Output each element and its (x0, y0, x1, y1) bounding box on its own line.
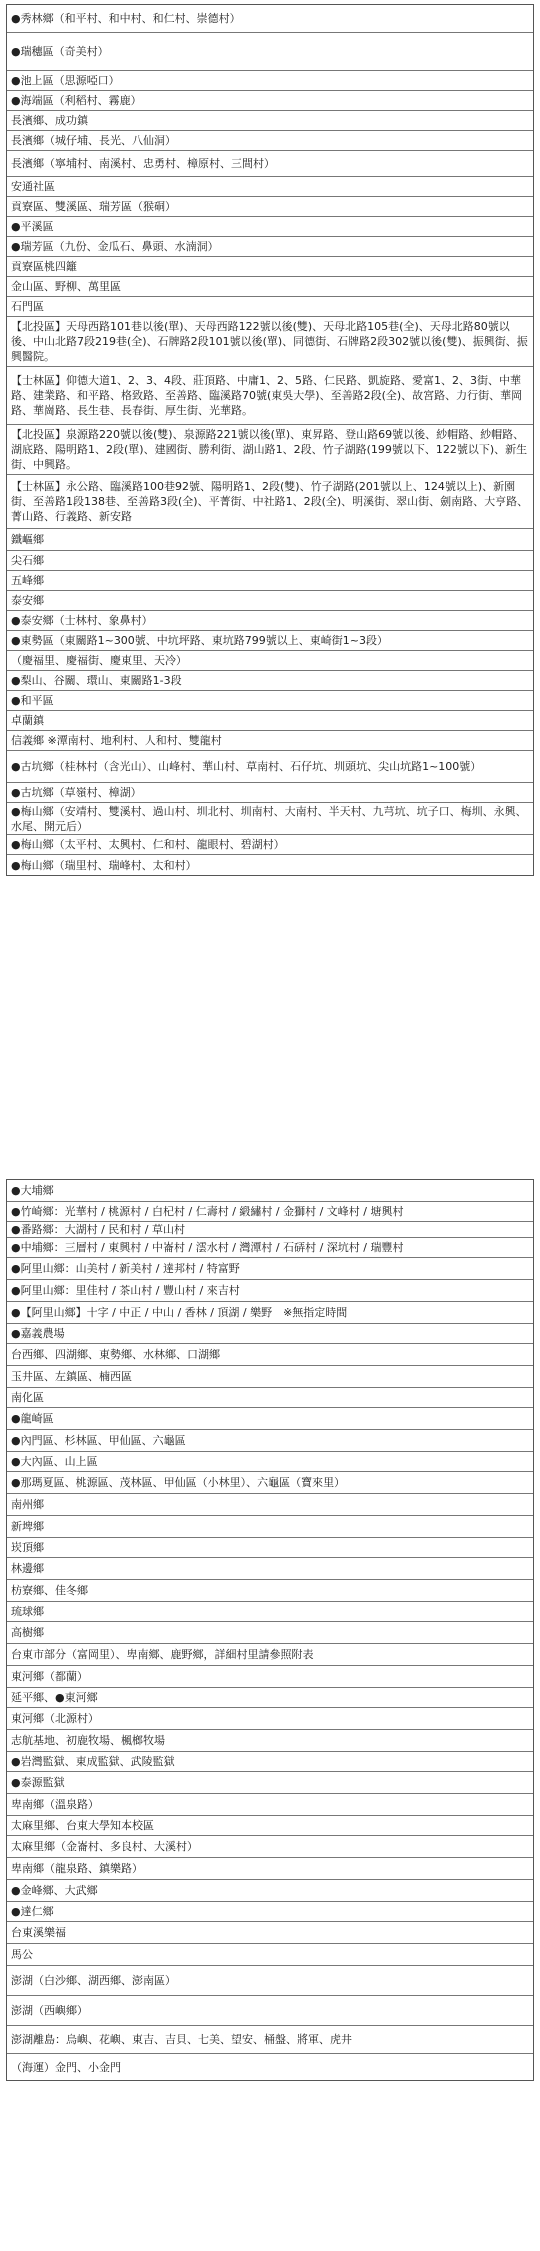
row-text: ●【阿里山鄉】十字 / 中正 / 中山 / 香林 / 頂湖 / 樂野 ※無指定時間 (11, 1306, 348, 1319)
table-row (7, 1494, 533, 1516)
row-text: 長濱鄉（寧埔村、南溪村、忠勇村、樟原村、三間村） (11, 157, 275, 170)
table-row (7, 257, 533, 277)
row-text: ●大內區、山上區 (11, 1455, 98, 1468)
row-text: 【北投區】泉源路220號以後(雙)、泉源路221號以後(單)、東昇路、登山路69號以後、紗帽路、紗帽路、湖底路、陽明路1、2段(單)、建國街、勝利街、湖山路1、2段、竹子湖路(199號以下、122號以下)、新生街、中興路。 (11, 428, 528, 471)
table-row (7, 1366, 533, 1388)
row-text: 太麻里鄉（金崙村、多良村、大溪村） (11, 1840, 198, 1853)
table-row (7, 731, 533, 751)
table-row (7, 91, 533, 111)
row-text: ●達仁鄉 (11, 1905, 54, 1918)
table-row (7, 71, 533, 91)
row-text: （慶福里、慶福街、慶東里、天冷） (11, 654, 187, 667)
row-text: 志航基地、初鹿牧場、楓榔牧場 (11, 1734, 165, 1747)
row-text: 東河鄉（北源村） (11, 1712, 99, 1725)
row-text: ●和平區 (11, 694, 54, 707)
table-row (7, 855, 533, 875)
table-row (7, 1666, 533, 1688)
table-row (7, 1202, 533, 1222)
table-row (7, 1580, 533, 1602)
table-row (7, 529, 533, 551)
row-text: 澎湖（西嶼鄉） (11, 2004, 88, 2017)
table-row (7, 551, 533, 571)
row-text: 玉井區、左鎮區、楠西區 (11, 1370, 132, 1383)
row-text: 台東溪樂福 (11, 1926, 66, 1939)
row-text: 五峰鄉 (11, 574, 44, 587)
row-text: 【士林區】永公路、臨溪路100巷92號、陽明路1、2段(雙)、竹子湖路(201號以上、124號以上)、新園街、至善路1段138巷、至善路3段(全)、平菁街、中社路1、2段(全)、明溪街、翠山街、劍南路、大亨路、菁山路、行義路、新安路 (11, 480, 529, 523)
row-text: 延平鄉、●東河鄉 (11, 1691, 98, 1704)
row-text: 卑南鄉（龍泉路、鎮樂路） (11, 1862, 143, 1875)
table-row (7, 1816, 533, 1836)
row-text: ●阿里山鄉：山美村 / 新美村 / 達邦村 / 特富野 (11, 1262, 240, 1275)
table-row (7, 1602, 533, 1622)
table-row (7, 631, 533, 651)
row-text: 卑南鄉（溫泉路） (11, 1798, 99, 1811)
row-text: ●海端區（利稻村、霧鹿） (11, 94, 142, 107)
row-text: 安通社區 (11, 180, 55, 193)
row-text: ●那瑪夏區、桃源區、茂林區、甲仙區（小林里）、六龜區（寶來里） (11, 1476, 346, 1489)
table-row (7, 671, 533, 691)
row-text: ●瑞穗區（奇美村） (11, 45, 109, 58)
row-text: 【士林區】仰德大道1、2、3、4段、莊頂路、中庸1、2、5路、仁民路、凱旋路、愛富1、2、3街、中華路、建業路、和平路、格致路、至善路、臨溪路70號(東吳大學)、至善路2段(全)、故宮路、力行街、華岡路、華崗路、長生巷、長春街、厚生街、光華路。 (11, 374, 523, 417)
row-text: ●梅山鄉（安靖村、雙溪村、過山村、圳北村、圳南村、大南村、半天村、九芎坑、坑子口、梅圳、永興、水尾、開元后） (11, 804, 527, 833)
table-row (7, 1622, 533, 1644)
table-row (7, 691, 533, 711)
table-row (7, 711, 533, 731)
table-row (7, 835, 533, 855)
row-text: 【北投區】天母西路101巷以後(單)、天母西路122號以後(雙)、天母北路105巷(全)、天母北路80號以後、中山北路7段219巷(全)、石牌路2段101號以後(單)、同德街、石牌路2段302號以後(雙)、振興街、振興醫院。 (11, 320, 528, 363)
table-row (7, 277, 533, 297)
table-row (7, 1944, 533, 1966)
row-text: ●平溪區 (11, 220, 54, 233)
table-row (7, 1258, 533, 1280)
row-text: ●古坑鄉（桂林村（含光山）、山峰村、華山村、草南村、石仔坑、圳頭坑、尖山坑路1~100號） (11, 760, 482, 773)
row-text: 台西鄉、四湖鄉、東勢鄉、水林鄉、口湖鄉 (11, 1348, 220, 1361)
table-row (7, 1794, 533, 1816)
table-row (7, 2054, 533, 2080)
row-text: 台東市部分（富岡里）、卑南鄉、鹿野鄉，詳細村里請參照附表 (11, 1648, 314, 1661)
row-text: ●泰源監獄 (11, 1776, 65, 1789)
table-row (7, 367, 533, 425)
table-row (7, 1538, 533, 1558)
table-row (7, 1836, 533, 1858)
row-text: ●中埔鄉：三層村 / 東興村 / 中崙村 / 澐水村 / 灣潭村 / 石硦村 / 深坑村 / 瑞豐村 (11, 1241, 404, 1254)
table-row (7, 1180, 533, 1202)
row-text: 枋寮鄉、佳冬鄉 (11, 1584, 88, 1597)
row-text: 尖石鄉 (11, 554, 44, 567)
row-text: 高樹鄉 (11, 1626, 44, 1639)
row-text: ●岩灣監獄、東成監獄、武陵監獄 (11, 1755, 175, 1768)
table-row (7, 651, 533, 671)
table-row (7, 217, 533, 237)
row-text: 長濱鄉、成功鎮 (11, 114, 88, 127)
table-row (7, 1902, 533, 1922)
table-row (7, 1238, 533, 1258)
row-text: 馬公 (11, 1948, 33, 1961)
row-text: ●東勢區（東關路1~300號、中坑坪路、東坑路799號以上、東崎街1~3段） (11, 634, 389, 647)
row-text: 林邊鄉 (11, 1562, 44, 1575)
row-text: ●內門區、杉林區、甲仙區、六龜區 (11, 1434, 186, 1447)
table-row (7, 1644, 533, 1666)
row-text: ●大埔鄉 (11, 1184, 54, 1197)
table-row (7, 1996, 533, 2026)
table-row (7, 197, 533, 217)
row-text: 貢寮區、雙溪區、瑞芳區（猴硐） (11, 200, 176, 213)
table-row (7, 1922, 533, 1944)
row-text: ●嘉義農場 (11, 1327, 65, 1340)
table-row (7, 237, 533, 257)
row-text: ●金峰鄉、大武鄉 (11, 1884, 98, 1897)
table-row (7, 5, 533, 33)
table-row (7, 1558, 533, 1580)
table-row (7, 1280, 533, 1302)
table-row (7, 1880, 533, 1902)
row-text: 新埤鄉 (11, 1520, 44, 1533)
table-row (7, 1752, 533, 1772)
table-row (7, 2026, 533, 2054)
table-row (7, 1388, 533, 1408)
table-row (7, 131, 533, 151)
table-row (7, 317, 533, 367)
table-row (7, 177, 533, 197)
table-row (7, 1472, 533, 1494)
table-row (7, 803, 533, 835)
row-text: ●池上區（思源啞口） (11, 74, 120, 87)
row-text: 南化區 (11, 1391, 44, 1404)
table-row (7, 1430, 533, 1452)
row-text: 信義鄉 ※潭南村、地利村、人和村、雙龍村 (11, 734, 222, 747)
row-text: ●泰安鄉（士林村、象鼻村） (11, 614, 153, 627)
row-text: 琉球鄉 (11, 1605, 44, 1618)
table-row (7, 591, 533, 611)
table-row (7, 1708, 533, 1730)
region-table-lower (6, 1179, 534, 2081)
table-row (7, 297, 533, 317)
table-row (7, 1688, 533, 1708)
table-row (7, 1302, 533, 1324)
row-text: 鐵嶇鄉 (11, 533, 44, 546)
row-text: 南州鄉 (11, 1498, 44, 1511)
row-text: 東河鄉（都蘭） (11, 1670, 88, 1683)
table-row (7, 1858, 533, 1880)
row-text: ●秀林鄉（和平村、和中村、和仁村、崇德村） (11, 12, 241, 25)
row-text: 澎湖（白沙鄉、湖西鄉、澎南區） (11, 1974, 176, 1987)
row-text: ●竹崎鄉：光華村 / 桃源村 / 白杞村 / 仁壽村 / 緞繡村 / 金獅村 / 文峰村 / 塘興村 (11, 1205, 404, 1218)
row-text: ●古坑鄉（草嶺村、樟湖） (11, 786, 142, 799)
row-text: ●瑞芳區（九份、金瓜石、鼻頭、水湳洞） (11, 240, 219, 253)
table-row (7, 1452, 533, 1472)
row-text: ●番路鄉：大湖村 / 民和村 / 草山村 (11, 1223, 185, 1236)
table-row (7, 1772, 533, 1794)
table-row (7, 475, 533, 529)
table-row (7, 425, 533, 475)
row-text: ●阿里山鄉：里佳村 / 茶山村 / 豐山村 / 來吉村 (11, 1284, 240, 1297)
table-row (7, 1408, 533, 1430)
row-text: 太麻里鄉、台東大學知本校區 (11, 1819, 154, 1832)
table-row (7, 111, 533, 131)
row-text: ●梅山鄉（太平村、太興村、仁和村、龍眼村、碧湖村） (11, 838, 285, 851)
table-row (7, 33, 533, 71)
table-row (7, 751, 533, 783)
table-row (7, 571, 533, 591)
table-row (7, 1730, 533, 1752)
table-row (7, 783, 533, 803)
row-text: 崁頂鄉 (11, 1541, 44, 1554)
row-text: 卓蘭鎮 (11, 714, 44, 727)
row-text: ●梅山鄉（瑞里村、瑞峰村、太和村） (11, 858, 197, 872)
table-row (7, 1222, 533, 1238)
row-text: ●梨山、谷關、環山、東關路1-3段 (11, 674, 182, 687)
row-text: 泰安鄉 (11, 594, 44, 607)
row-text: 石門區 (11, 300, 44, 313)
table-row (7, 1516, 533, 1538)
table-row (7, 151, 533, 177)
row-text: 澎湖離島：烏嶼、花嶼、東吉、吉貝、七美、望安、桶盤、將軍、虎井 (11, 2033, 352, 2046)
table-row (7, 1966, 533, 1996)
table-row (7, 611, 533, 631)
row-text: 長濱鄉（城仔埔、長光、八仙洞） (11, 134, 176, 147)
region-table-upper (6, 4, 534, 876)
row-text: 貢寮區桃四籬 (11, 260, 77, 273)
row-text: 金山區、野柳、萬里區 (11, 280, 121, 293)
table-row (7, 1344, 533, 1366)
table-row (7, 1324, 533, 1344)
row-text: （海運）金門、小金門 (11, 2060, 121, 2074)
row-text: ●龍崎區 (11, 1412, 54, 1425)
